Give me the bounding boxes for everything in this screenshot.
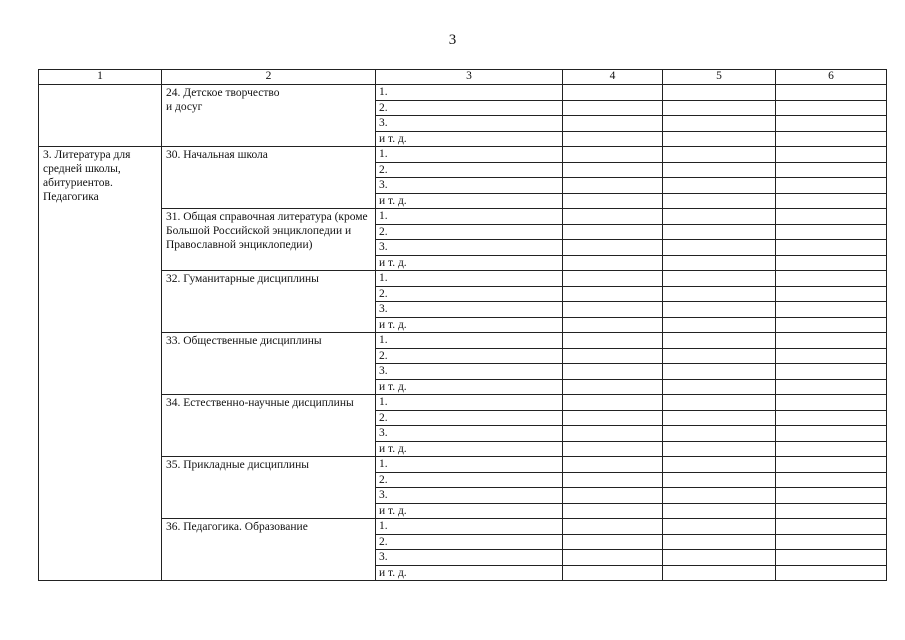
empty-cell bbox=[663, 286, 776, 302]
empty-cell bbox=[663, 550, 776, 566]
sub-row-label: 1. bbox=[376, 519, 563, 535]
sub-row-label: 2. bbox=[376, 410, 563, 426]
empty-cell bbox=[563, 348, 663, 364]
column-header: 4 bbox=[563, 70, 663, 85]
sub-row-label: 1. bbox=[376, 395, 563, 411]
empty-cell bbox=[563, 271, 663, 287]
empty-cell bbox=[776, 240, 887, 256]
column-header: 1 bbox=[39, 70, 162, 85]
empty-cell bbox=[663, 317, 776, 333]
column-header: 3 bbox=[376, 70, 563, 85]
empty-cell bbox=[776, 426, 887, 442]
empty-cell bbox=[663, 457, 776, 473]
table-row bbox=[39, 457, 887, 473]
empty-cell bbox=[563, 441, 663, 457]
category-label: 35. Прикладные дисциплины bbox=[162, 457, 376, 519]
empty-cell bbox=[663, 426, 776, 442]
sub-row-label: 2. bbox=[376, 534, 563, 550]
sub-row-label: 3. bbox=[376, 364, 563, 380]
empty-cell bbox=[663, 348, 776, 364]
sub-row-label: и т. д. bbox=[376, 131, 563, 147]
empty-cell bbox=[776, 116, 887, 132]
empty-cell bbox=[663, 240, 776, 256]
empty-cell bbox=[776, 472, 887, 488]
sub-row-label: 3. bbox=[376, 240, 563, 256]
sub-row-label: 2. bbox=[376, 162, 563, 178]
sub-row-label: и т. д. bbox=[376, 441, 563, 457]
empty-cell bbox=[776, 131, 887, 147]
empty-cell bbox=[563, 209, 663, 225]
empty-cell bbox=[563, 302, 663, 318]
empty-cell bbox=[563, 147, 663, 163]
category-label: 31. Общая справочная литература (кроме Большой Российской энциклопедии и Православной энциклопедии) bbox=[162, 209, 376, 271]
empty-cell bbox=[776, 457, 887, 473]
empty-cell bbox=[563, 364, 663, 380]
empty-cell bbox=[776, 255, 887, 271]
empty-cell bbox=[663, 364, 776, 380]
empty-cell bbox=[776, 395, 887, 411]
empty-cell bbox=[663, 116, 776, 132]
sub-row-label: 2. bbox=[376, 472, 563, 488]
empty-cell bbox=[776, 85, 887, 101]
category-label: 24. Детское творчество и досуг bbox=[162, 85, 376, 147]
empty-cell bbox=[663, 147, 776, 163]
empty-cell bbox=[563, 116, 663, 132]
empty-cell bbox=[663, 255, 776, 271]
empty-cell bbox=[563, 131, 663, 147]
column-header: 6 bbox=[776, 70, 887, 85]
empty-cell bbox=[776, 100, 887, 116]
sub-row-label: 2. bbox=[376, 286, 563, 302]
empty-cell bbox=[776, 286, 887, 302]
table-row bbox=[39, 519, 887, 535]
empty-cell bbox=[563, 488, 663, 504]
empty-cell bbox=[663, 565, 776, 581]
empty-cell bbox=[563, 224, 663, 240]
empty-cell bbox=[663, 271, 776, 287]
empty-cell bbox=[663, 395, 776, 411]
empty-cell bbox=[663, 488, 776, 504]
sub-row-label: 3. bbox=[376, 488, 563, 504]
table-row bbox=[39, 395, 887, 411]
empty-cell bbox=[563, 519, 663, 535]
category-label: 33. Общественные дисциплины bbox=[162, 333, 376, 395]
empty-cell bbox=[663, 379, 776, 395]
empty-cell bbox=[563, 255, 663, 271]
empty-cell bbox=[776, 379, 887, 395]
empty-cell bbox=[663, 178, 776, 194]
table-row bbox=[39, 271, 887, 287]
empty-cell bbox=[776, 488, 887, 504]
column-header: 2 bbox=[162, 70, 376, 85]
section-label: 3. Литература для средней школы, абитуриентов. Педагогика bbox=[39, 147, 162, 581]
empty-cell bbox=[563, 410, 663, 426]
empty-cell bbox=[563, 317, 663, 333]
empty-cell bbox=[776, 271, 887, 287]
sub-row-label: 2. bbox=[376, 100, 563, 116]
empty-cell bbox=[663, 162, 776, 178]
sub-row-label: 3. bbox=[376, 302, 563, 318]
report-table bbox=[38, 69, 887, 581]
empty-cell bbox=[663, 333, 776, 349]
empty-cell bbox=[563, 100, 663, 116]
sub-row-label: и т. д. bbox=[376, 193, 563, 209]
sub-row-label: 1. bbox=[376, 271, 563, 287]
empty-cell bbox=[776, 317, 887, 333]
section-label bbox=[39, 85, 162, 147]
empty-cell bbox=[776, 147, 887, 163]
sub-row-label: и т. д. bbox=[376, 565, 563, 581]
empty-cell bbox=[776, 224, 887, 240]
empty-cell bbox=[776, 364, 887, 380]
empty-cell bbox=[776, 534, 887, 550]
category-label: 34. Естественно-научные дисциплины bbox=[162, 395, 376, 457]
empty-cell bbox=[563, 240, 663, 256]
sub-row-label: 3. bbox=[376, 426, 563, 442]
empty-cell bbox=[776, 550, 887, 566]
empty-cell bbox=[563, 85, 663, 101]
header-row bbox=[39, 70, 887, 85]
empty-cell bbox=[563, 550, 663, 566]
empty-cell bbox=[563, 162, 663, 178]
empty-cell bbox=[776, 503, 887, 519]
empty-cell bbox=[563, 534, 663, 550]
empty-cell bbox=[563, 457, 663, 473]
empty-cell bbox=[563, 178, 663, 194]
category-label: 30. Начальная школа bbox=[162, 147, 376, 209]
empty-cell bbox=[563, 286, 663, 302]
empty-cell bbox=[776, 333, 887, 349]
empty-cell bbox=[563, 426, 663, 442]
empty-cell bbox=[663, 302, 776, 318]
empty-cell bbox=[663, 193, 776, 209]
empty-cell bbox=[663, 131, 776, 147]
page-number: 3 bbox=[448, 32, 457, 48]
empty-cell bbox=[776, 348, 887, 364]
empty-cell bbox=[776, 162, 887, 178]
empty-cell bbox=[776, 209, 887, 225]
sub-row-label: 3. bbox=[376, 116, 563, 132]
empty-cell bbox=[563, 472, 663, 488]
empty-cell bbox=[663, 519, 776, 535]
empty-cell bbox=[776, 410, 887, 426]
sub-row-label: 3. bbox=[376, 550, 563, 566]
sub-row-label: и т. д. bbox=[376, 379, 563, 395]
table-row bbox=[39, 85, 887, 101]
sub-row-label: 3. bbox=[376, 178, 563, 194]
sub-row-label: и т. д. bbox=[376, 317, 563, 333]
empty-cell bbox=[663, 410, 776, 426]
empty-cell bbox=[663, 472, 776, 488]
sub-row-label: 1. bbox=[376, 457, 563, 473]
table-row bbox=[39, 333, 887, 349]
empty-cell bbox=[663, 534, 776, 550]
empty-cell bbox=[776, 178, 887, 194]
sub-row-label: 1. bbox=[376, 147, 563, 163]
empty-cell bbox=[663, 224, 776, 240]
empty-cell bbox=[663, 209, 776, 225]
empty-cell bbox=[563, 193, 663, 209]
empty-cell bbox=[663, 441, 776, 457]
empty-cell bbox=[663, 100, 776, 116]
category-label: 32. Гуманитарные дисциплины bbox=[162, 271, 376, 333]
sub-row-label: и т. д. bbox=[376, 503, 563, 519]
empty-cell bbox=[563, 379, 663, 395]
empty-cell bbox=[663, 85, 776, 101]
sub-row-label: 1. bbox=[376, 333, 563, 349]
category-label: 36. Педагогика. Образование bbox=[162, 519, 376, 581]
empty-cell bbox=[663, 503, 776, 519]
empty-cell bbox=[563, 503, 663, 519]
sub-row-label: 2. bbox=[376, 348, 563, 364]
sub-row-label: 2. bbox=[376, 224, 563, 240]
empty-cell bbox=[563, 333, 663, 349]
empty-cell bbox=[563, 565, 663, 581]
empty-cell bbox=[776, 565, 887, 581]
sub-row-label: 1. bbox=[376, 209, 563, 225]
table-row bbox=[39, 147, 887, 163]
sub-row-label: 1. bbox=[376, 85, 563, 101]
empty-cell bbox=[776, 441, 887, 457]
table-row bbox=[39, 209, 887, 225]
empty-cell bbox=[776, 302, 887, 318]
empty-cell bbox=[776, 519, 887, 535]
sub-row-label: и т. д. bbox=[376, 255, 563, 271]
column-header: 5 bbox=[663, 70, 776, 85]
empty-cell bbox=[563, 395, 663, 411]
empty-cell bbox=[776, 193, 887, 209]
